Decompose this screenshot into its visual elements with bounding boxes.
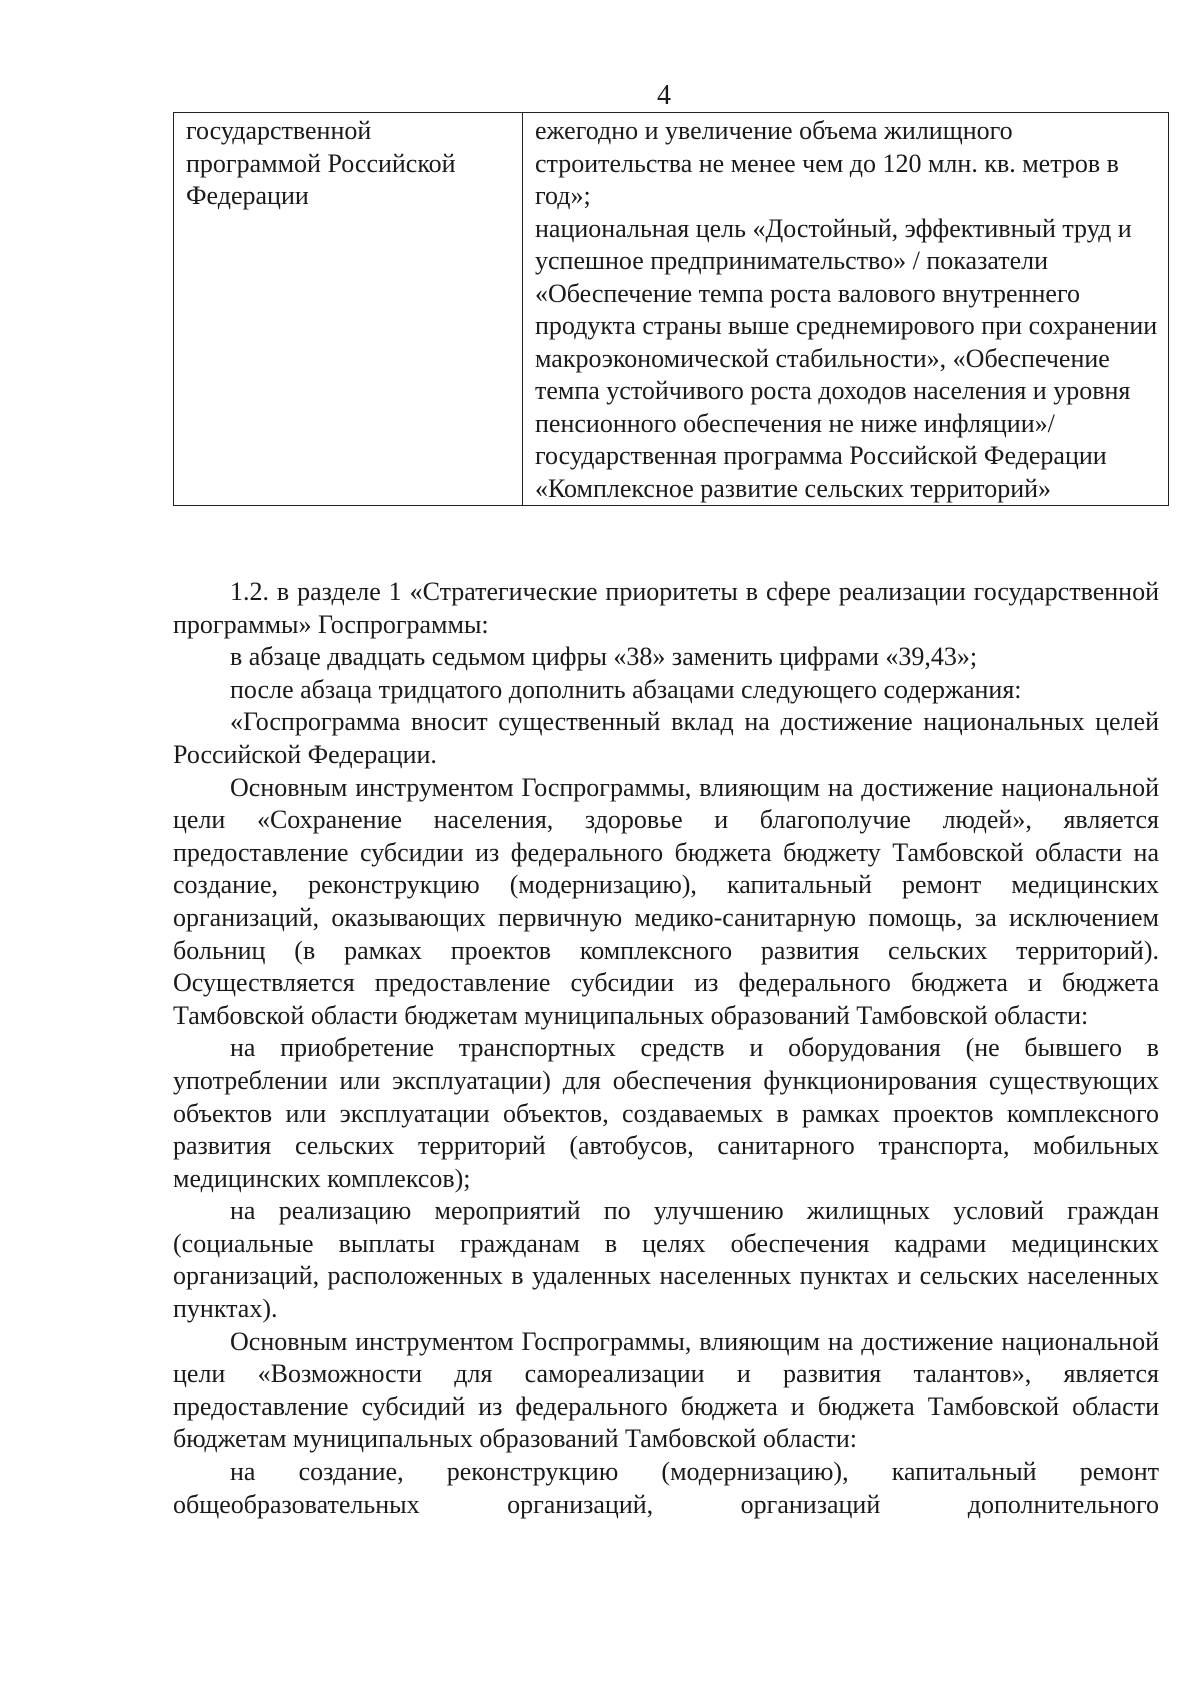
page-number: 4	[657, 80, 671, 111]
document-body	[173, 576, 1159, 1521]
continued-table	[173, 112, 1169, 506]
table-cell-text: государственной программой Российской Федерации	[186, 116, 456, 210]
paragraph: в абзаце двадцать седьмом цифры «38» заменить цифрами «39,43»;	[230, 642, 978, 672]
paragraph: на реализацию мероприятий по улучшению жилищных условий граждан (социальные выплаты гражданам в целях обеспечения кадрами медицинских организаций, расположенных в удаленных населенных пунктах и сельских населенных пунктах).	[173, 1196, 1159, 1324]
table-cell-text: ежегодно и увеличение объема жилищного строительства не менее чем до 120 млн. кв. метров в год»;	[535, 116, 1119, 210]
table-cell-program	[174, 113, 523, 506]
table-row	[174, 113, 1169, 506]
paragraph: 1.2. в разделе 1 «Стратегические приоритеты в сфере реализации государственной программы» Госпрограммы:	[173, 577, 1159, 639]
paragraph: «Госпрограмма вносит существенный вклад на достижение национальных целей Российской Федерации.	[173, 707, 1159, 769]
paragraph: на создание, реконструкцию (модернизацию), капитальный ремонт общеобразовательных организаций, организаций дополнительного	[173, 1457, 1159, 1519]
paragraph: Основным инструментом Госпрограммы, влияющим на достижение национальной цели «Возможности для самореализации и развития талантов», является предоставление субсидий из федерального бюджета и бюджета Тамбовской области бюджетам муниципальных образований Тамбовской области:	[173, 1326, 1159, 1454]
paragraph: Основным инструментом Госпрограммы, влияющим на достижение национальной цели «Сохранение населения, здоровье и благополучие людей», является предоставление субсидии из федерального бюджета бюджету Тамбовской области на создание, реконструкцию (модернизацию), капитальный ремонт медицинских организаций, оказывающих первичную медико-санитарную помощь, за исключением больниц (в рамках проектов комплексного развития сельских территорий). Осуществляется предоставление субсидии из федерального бюджета и бюджета Тамбовской области бюджетам муниципальных образований Тамбовской области:	[173, 772, 1159, 1030]
paragraph: на приобретение транспортных средств и оборудования (не бывшего в употреблении или эксплуатации) для обеспечения функционирования существующих объектов или эксплуатации объектов, создаваемых в рамках проектов комплексного развития сельских территорий (автобусов, санитарного транспорта, мобильных медицинских комплексов);	[173, 1033, 1159, 1193]
table-cell-goals	[523, 113, 1169, 506]
paragraph: после абзаца тридцатого дополнить абзацами следующего содержания:	[230, 674, 1022, 704]
table-cell-text: национальная цель «Достойный, эффективный труд и успешное предпринимательство» / показатели «Обеспечение темпа роста валового внутреннего продукта страны выше среднемирового при сохранении макроэкономической стабильности», «Обеспечение темпа устойчивого роста доходов населения и уровня пенсионного обеспечения не ниже инфляции»/ государственная программа Российской Федерации «Комплексное развитие сельских территорий»	[535, 213, 1158, 503]
